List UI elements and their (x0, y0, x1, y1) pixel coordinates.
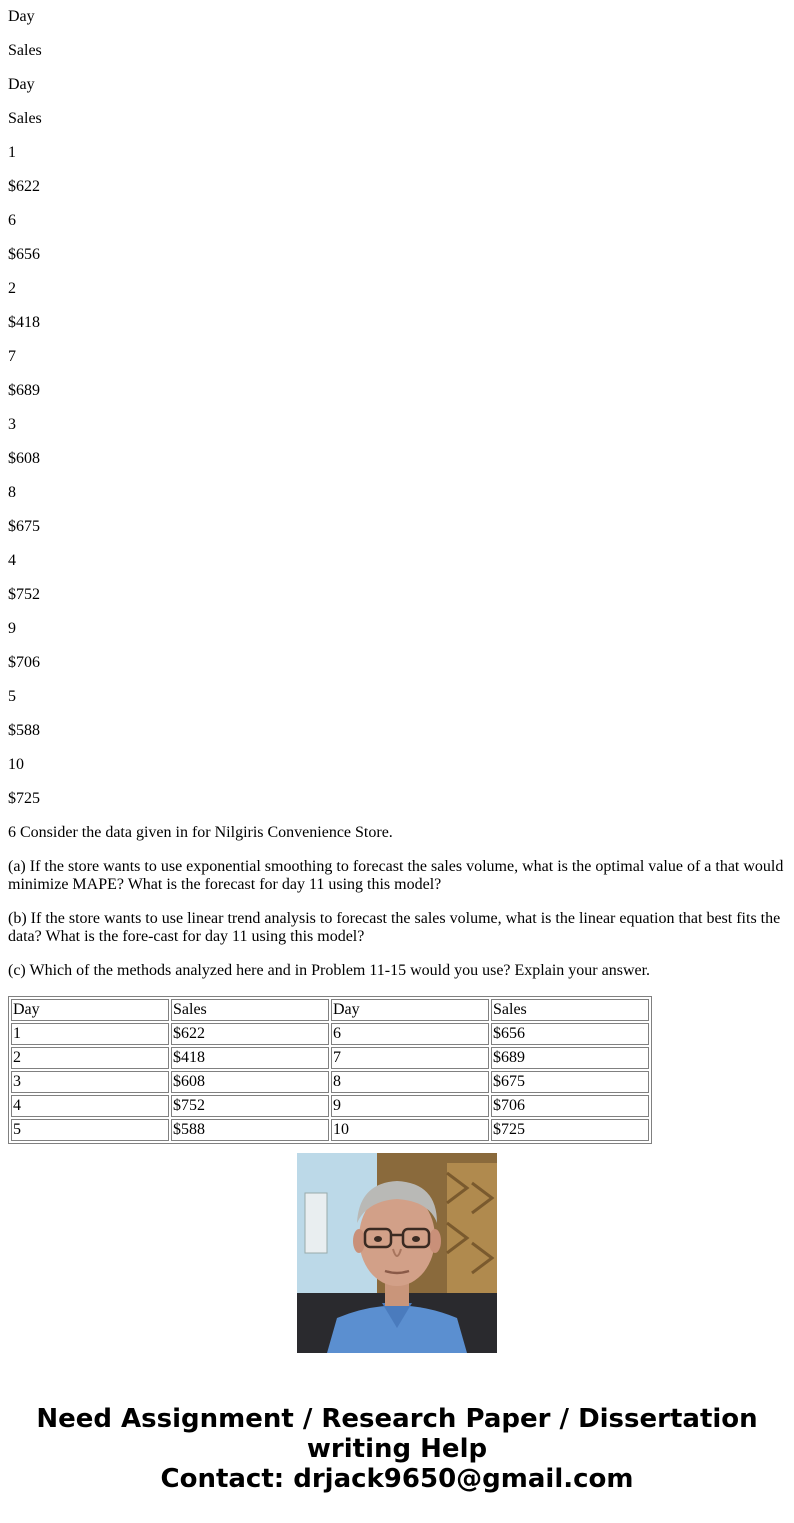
table-cell: 9 (331, 1095, 489, 1117)
text-line: 3 (8, 416, 16, 433)
table-cell: 6 (331, 1023, 489, 1045)
sales-table (8, 996, 652, 1144)
table-header-cell: Sales (171, 999, 329, 1021)
text-line: $588 (8, 722, 40, 739)
banner-line: writing Help (306, 1434, 488, 1464)
question-part-b: (b) If the store wants to use linear trend analysis to forecast the sales volume, what is the linear equation that best fits the data? What is the fore-cast for day 11 using this model? (8, 910, 781, 945)
table-header-cell: Sales (491, 999, 649, 1021)
table-row (11, 1095, 649, 1117)
table-row (11, 1119, 649, 1141)
table-header-cell: Day (331, 999, 489, 1021)
text-line: $689 (8, 382, 40, 399)
text-line: Sales (8, 42, 42, 59)
text-line: Sales (8, 110, 42, 127)
table-cell: $608 (171, 1071, 329, 1093)
table-cell: $622 (171, 1023, 329, 1045)
table-cell: $752 (171, 1095, 329, 1117)
text-line: 10 (8, 756, 24, 773)
table-header-row (11, 999, 649, 1021)
table-cell: 2 (11, 1047, 169, 1069)
question-part-a: (a) If the store wants to use exponential smoothing to forecast the sales volume, what is the optimal value of a that would minimize MAPE? What is the forecast for day 11 using this model? (8, 858, 784, 893)
table-cell: $689 (491, 1047, 649, 1069)
table-row (11, 1023, 649, 1045)
text-line: 2 (8, 280, 16, 297)
table-cell: 4 (11, 1095, 169, 1117)
text-line: $752 (8, 586, 40, 603)
table-cell: $588 (171, 1119, 329, 1141)
text-line: 4 (8, 552, 16, 569)
table-cell: 5 (11, 1119, 169, 1141)
text-line: $418 (8, 314, 40, 331)
text-line: Day (8, 8, 35, 25)
table-cell: $656 (491, 1023, 649, 1045)
text-line: 8 (8, 484, 16, 501)
text-line: 5 (8, 688, 16, 705)
text-line: $706 (8, 654, 40, 671)
text-line: $622 (8, 178, 40, 195)
table-cell: 1 (11, 1023, 169, 1045)
table-cell: 10 (331, 1119, 489, 1141)
document-content (8, 0, 786, 1138)
table-row (11, 1047, 649, 1069)
text-line: 9 (8, 620, 16, 637)
text-line: $725 (8, 790, 40, 807)
contact-banner (0, 1404, 794, 1494)
table-cell: $418 (171, 1047, 329, 1069)
text-line: $675 (8, 518, 40, 535)
text-line: $656 (8, 246, 40, 263)
text-line: 6 (8, 212, 16, 229)
table-cell: 8 (331, 1071, 489, 1093)
question-intro: 6 Consider the data given in for Nilgiris Convenience Store. (8, 824, 393, 841)
table-cell: $675 (491, 1071, 649, 1093)
text-line: Day (8, 76, 35, 93)
banner-line: Need Assignment / Research Paper / Dissertation (36, 1404, 758, 1434)
text-line: 1 (8, 144, 16, 161)
avatar (297, 1153, 497, 1353)
table-header-cell: Day (11, 999, 169, 1021)
question-part-c: (c) Which of the methods analyzed here and in Problem 11-15 would you use? Explain your answer. (8, 962, 651, 979)
banner-contact-line: Contact: drjack9650@gmail.com (160, 1464, 634, 1494)
table-cell: 7 (331, 1047, 489, 1069)
table-cell: $725 (491, 1119, 649, 1141)
table-cell: $706 (491, 1095, 649, 1117)
text-line: $608 (8, 450, 40, 467)
table-row (11, 1071, 649, 1093)
table-cell: 3 (11, 1071, 169, 1093)
text-line: 7 (8, 348, 16, 365)
